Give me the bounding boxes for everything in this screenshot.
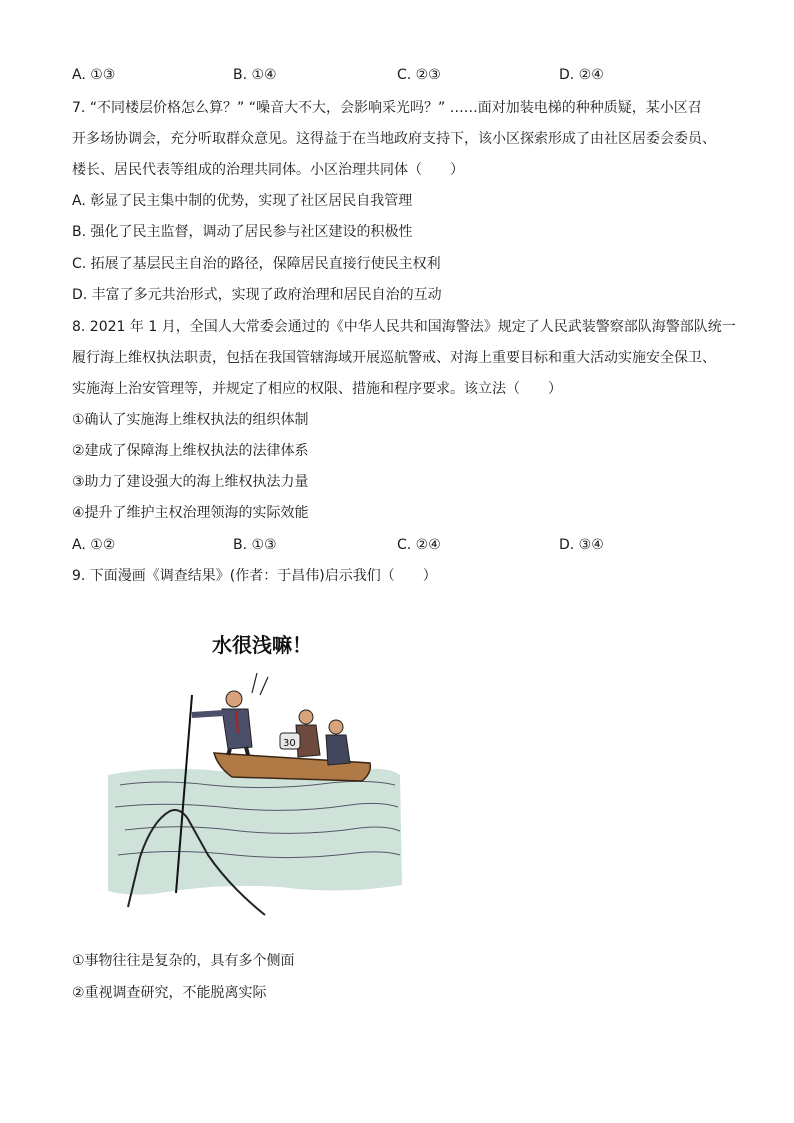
q7-choice-d: D. 丰富了多元共治形式，实现了政府治理和居民自治的互动 xyxy=(72,287,442,303)
q6-options xyxy=(72,65,672,85)
comic-illustration xyxy=(100,625,440,930)
q7-choice-c: C. 拓展了基层民主自治的路径，保障居民直接行使民主权利 xyxy=(72,256,441,272)
q8-stem-line-1: 8. 2021 年 1 月，全国人大常委会通过的《中华人民共和国海警法》规定了人民武装警察部队海警部队统一 xyxy=(72,319,736,335)
man-measuring-icon xyxy=(192,691,252,755)
q6-option-d: D. ②④ xyxy=(559,67,604,83)
comic-survey-result xyxy=(100,625,440,930)
comic-caption: 水很浅嘛！ xyxy=(212,633,312,657)
q6-option-c: C. ②③ xyxy=(397,67,441,83)
q8-stem-line-3: 实施海上治安管理等，并规定了相应的权限、措施和程序要求。该立法（ ） xyxy=(72,381,562,397)
q7-choice-a: A. 彰显了民主集中制的优势，实现了社区居民自我管理 xyxy=(72,193,413,209)
q8-option-a: A. ①② xyxy=(72,537,116,553)
q6-option-a: A. ①③ xyxy=(72,67,116,83)
survey-sign-label: 30 xyxy=(283,738,296,749)
q8-stem-line-2: 履行海上维权执法职责，包括在我国管辖海域开展巡航警戒、对海上重要目标和重大活动实施安全保卫、 xyxy=(72,350,716,366)
q7-stem-line-1: 7. “不同楼层价格怎么算？” “噪音大不大，会影响采光吗？” ……面对加装电梯的种种质疑，某小区召 xyxy=(72,100,702,116)
q7-choice-b: B. 强化了民主监督，调动了居民参与社区建设的积极性 xyxy=(72,224,413,240)
q8-statement-1: ①确认了实施海上维权执法的组织体制 xyxy=(72,412,309,428)
q8-option-b: B. ①③ xyxy=(233,537,277,553)
reporters-icon xyxy=(280,710,350,765)
speech-tick-icon xyxy=(252,673,268,695)
q9-statement-1: ①事物往往是复杂的，具有多个侧面 xyxy=(72,953,295,969)
q7-stem-line-3: 楼长、居民代表等组成的治理共同体。小区治理共同体（ ） xyxy=(72,162,464,178)
q7-stem-line-2: 开多场协调会，充分听取群众意见。这得益于在当地政府支持下，该小区探索形成了由社区居委会委员、 xyxy=(72,131,716,147)
q8-statement-3: ③助力了建设强大的海上维权执法力量 xyxy=(72,474,309,490)
q9-statement-2: ②重视调查研究，不能脱离实际 xyxy=(72,985,267,1001)
q8-option-d: D. ③④ xyxy=(559,537,604,553)
q8-statement-2: ②建成了保障海上维权执法的法律体系 xyxy=(72,443,309,459)
q9-stem: 9. 下面漫画《调查结果》(作者：于昌伟)启示我们（ ） xyxy=(72,568,437,584)
q8-statement-4: ④提升了维护主权治理领海的实际效能 xyxy=(72,505,309,521)
q8-options xyxy=(72,535,672,555)
q8-option-c: C. ②④ xyxy=(397,537,441,553)
q6-option-b: B. ①④ xyxy=(233,67,277,83)
